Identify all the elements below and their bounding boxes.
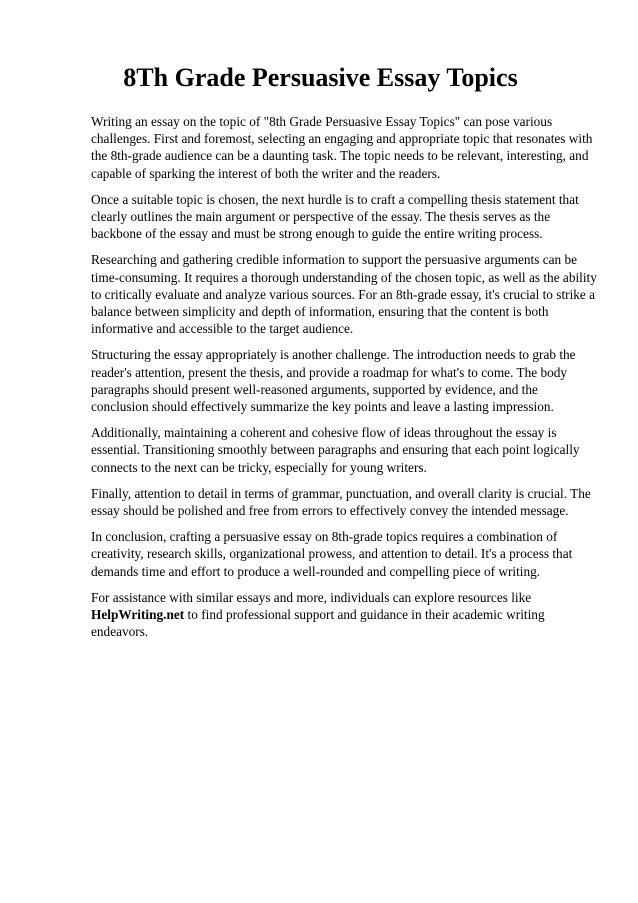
paragraph-structure: Structuring the essay appropriately is another challenge. The introduction needs to grab the reader's attention, present the thesis, and provide a roadmap for what's to come. The body paragraphs should present well-reasoned arguments, supported by evidence, and the conclusion should effectively summarize the key points and leave a lasting impression. [91, 347, 576, 415]
document-title: 8Th Grade Persuasive Essay Topics [123, 63, 518, 92]
paragraph-conclusion: In conclusion, crafting a persuasive essay on 8th-grade topics requires a combination of creativity, research skills, organizational prowess, and attention to detail. It's a process that demands time and effort to produce a well-rounded and compelling piece of writing. [91, 529, 573, 579]
paragraph-resources [91, 589, 598, 641]
paragraph-intro: Writing an essay on the topic of "8th Grade Persuasive Essay Topics" can pose various challenges. First and foremost, selecting an engaging and appropriate topic that resonates with the 8th-grade audience can be a daunting task. The topic needs to be relevant, interesting, and capable of sparking the interest of both the writer and the readers. [91, 114, 593, 181]
helpwriting-link[interactable]: HelpWriting.net [91, 607, 185, 623]
paragraph-thesis: Once a suitable topic is chosen, the next hurdle is to craft a compelling thesis statement that clearly outlines the main argument or perspective of the essay. The thesis serves as the backbone of the essay and must be strong enough to guide the entire writing process. [91, 191, 579, 242]
resources-tail-text: to find professional support and guidance in their academic writing endeavors. [91, 607, 545, 640]
paragraph-detail: Finally, attention to detail in terms of grammar, punctuation, and overall clarity is crucial. The essay should be polished and free from errors to effectively convey the intended message. [91, 485, 591, 519]
resources-lead-text: For assistance with similar essays and more, individuals can explore resources like [91, 589, 532, 605]
paragraph-flow: Additionally, maintaining a coherent and cohesive flow of ideas throughout the essay is essential. Transitioning smoothly between paragraphs and ensuring that each point logically connects to the next can be tricky, especially for young writers. [91, 425, 580, 475]
paragraph-research: Researching and gathering credible information to support the persuasive arguments can be time-consuming. It requires a thorough understanding of the chosen topic, as well as the ability to critically evaluate and analyze various sources. For an 8th-grade essay, it's crucial to strike a balance between simplicity and depth of information, ensuring that the content is both informative and accessible to the target audience. [91, 252, 597, 337]
